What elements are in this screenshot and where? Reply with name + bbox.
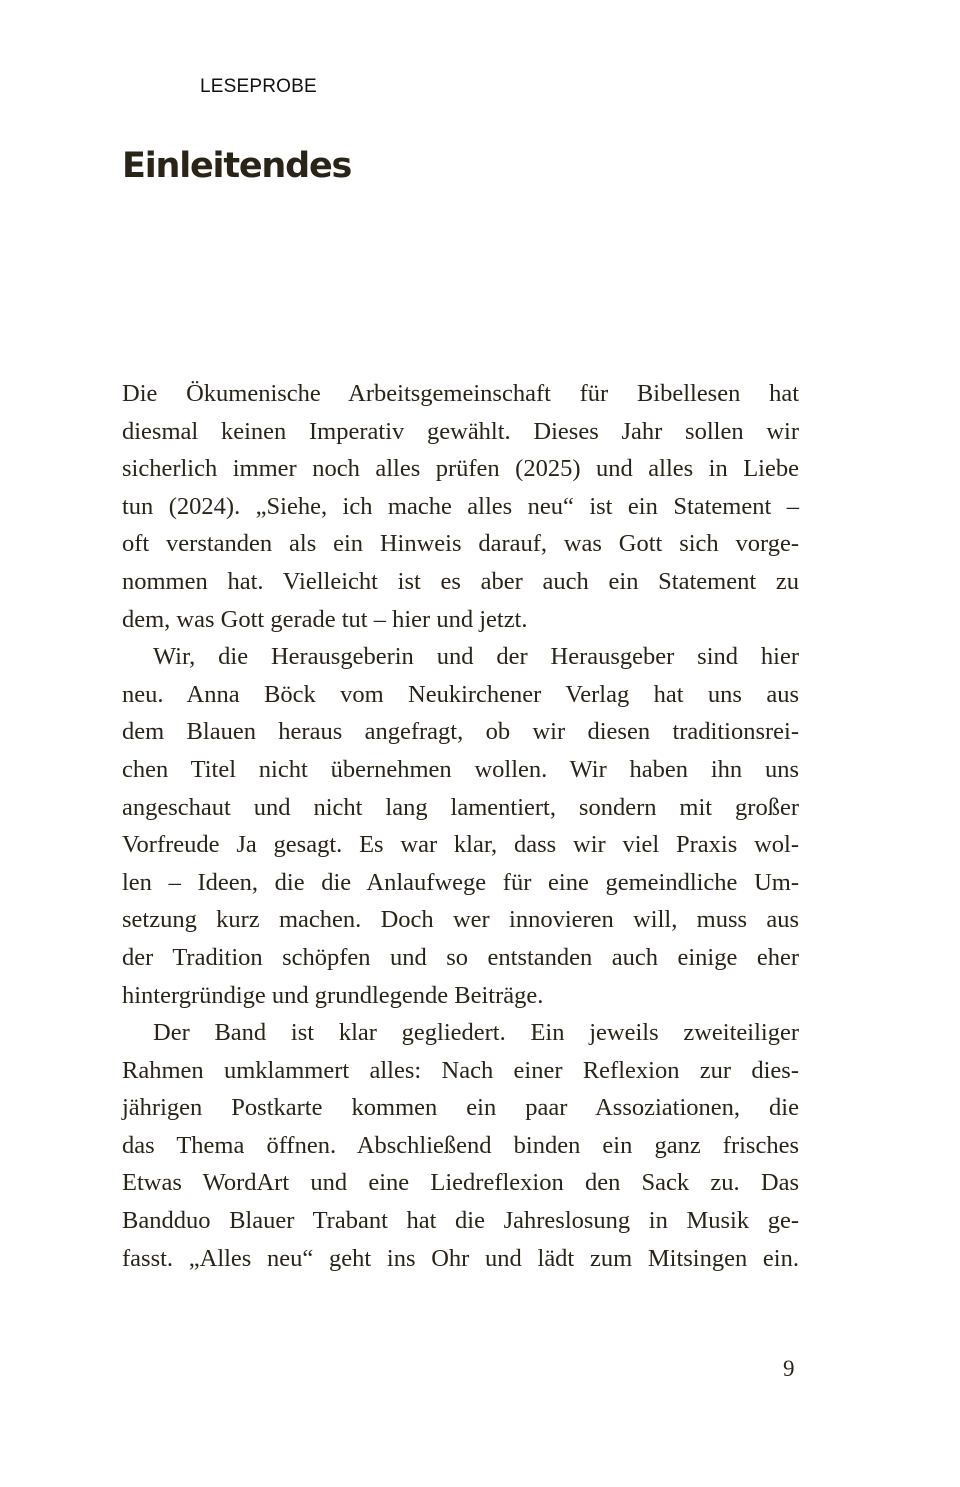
text-line: der Tradition schöpfen und so entstanden auch einige eher — [122, 943, 799, 971]
paragraph — [122, 1014, 799, 1277]
text-line: Der Band ist klar gegliedert. Ein jeweils zweiteiliger — [153, 1019, 799, 1047]
text-line: len – Ideen, die die Anlaufwege für eine gemeindliche Um- — [122, 868, 799, 896]
text-line: Die Ökumenische Arbeitsgemeinschaft für Bibellesen hat — [122, 380, 799, 407]
text-line: chen Titel nicht übernehmen wollen. Wir haben ihn uns — [122, 755, 799, 783]
text-line: neu. Anna Böck vom Neukirchener Verlag hat uns aus — [122, 680, 799, 708]
text-line: setzung kurz machen. Doch wer innovieren will, muss aus — [122, 906, 799, 934]
text-line: tun (2024). „Siehe, ich mache alles neu“ ist ein Statement – — [122, 492, 799, 520]
paragraph — [122, 638, 799, 1014]
text-line: oft verstanden als ein Hinweis darauf, was Gott sich vorge- — [122, 530, 799, 558]
paragraph — [122, 375, 799, 638]
text-line: diesmal keinen Imperativ gewählt. Dieses Jahr sollen wir — [122, 417, 799, 445]
text-line: hintergründige und grundlegende Beiträge. — [122, 981, 544, 1009]
page-number: 9 — [783, 1356, 795, 1381]
text-line: Vorfreude Ja gesagt. Es war klar, dass wir viel Praxis wol- — [122, 831, 799, 859]
text-line: das Thema öffnen. Abschließend binden ein ganz frisches — [122, 1131, 799, 1159]
text-line: sicherlich immer noch alles prüfen (2025) und alles in Liebe — [122, 455, 799, 483]
text-line: dem Blauen heraus angefragt, ob wir diesen traditionsrei- — [122, 718, 799, 746]
leseprobe-label: LESEPROBE — [200, 76, 317, 97]
text-line: jährigen Postkarte kommen ein paar Assoziationen, die — [122, 1094, 799, 1122]
text-line: Etwas WordArt und eine Liedreflexion den Sack zu. Das — [122, 1169, 799, 1197]
chapter-title: Einleitendes — [122, 146, 352, 186]
text-line: Wir, die Herausgeberin und der Herausgeber sind hier — [153, 643, 799, 671]
text-line: nommen hat. Vielleicht ist es aber auch ein Statement zu — [122, 567, 799, 595]
text-line: fasst. „Alles neu“ geht ins Ohr und lädt zum Mitsingen ein. — [122, 1244, 799, 1272]
body-text — [122, 375, 799, 1277]
text-line: Bandduo Blauer Trabant hat die Jahreslosung in Musik ge- — [122, 1207, 799, 1235]
text-line: dem, was Gott gerade tut – hier und jetzt. — [122, 605, 528, 633]
text-line: Rahmen umklammert alles: Nach einer Reflexion zur dies- — [122, 1056, 799, 1084]
text-line: angeschaut und nicht lang lamentiert, sondern mit großer — [122, 793, 799, 821]
